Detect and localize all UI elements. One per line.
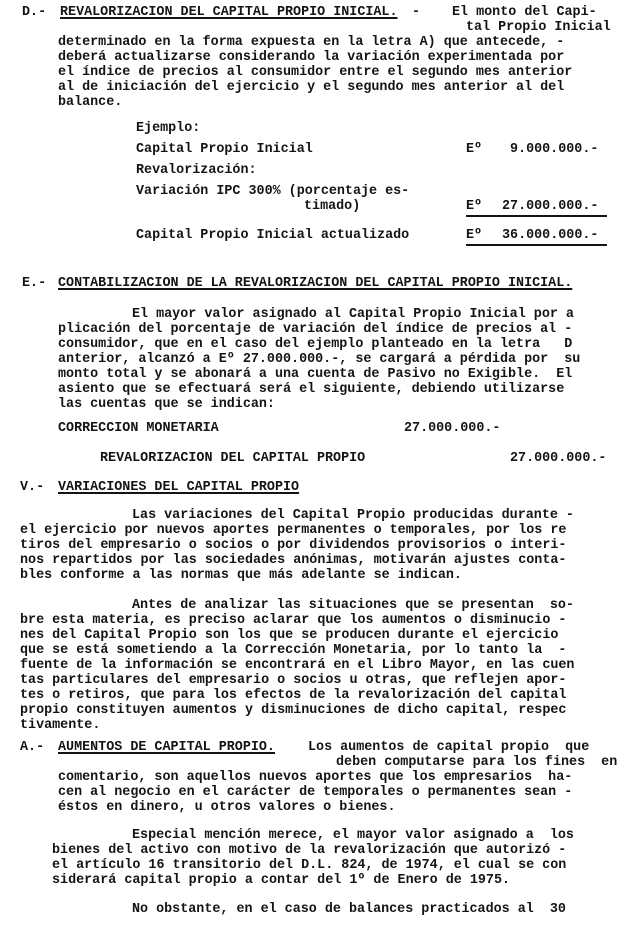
section-v-para1-line: Las variaciones del Capital Propio producidas durante - <box>132 508 574 523</box>
section-d-line: deberá actualizarse considerando la variación experimentada por <box>58 50 565 65</box>
entry-debit-account: CORRECCION MONETARIA <box>58 421 219 436</box>
section-v-para2-line: nes del Capital Propio son los que se producen durante el ejercicio <box>20 628 559 643</box>
example-row-label: Capital Propio Inicial actualizado <box>136 228 410 243</box>
section-a-heading: AUMENTOS DE CAPITAL PROPIO. <box>58 740 275 755</box>
section-e-line: consumidor, que en el caso del ejemplo planteado en la letra D <box>58 337 573 352</box>
entry-debit-amount: 27.000.000.- <box>404 421 501 436</box>
section-d-line: al de iniciación del ejercicio y el segundo mes anterior al del <box>58 80 565 95</box>
section-e-heading: CONTABILIZACION DE LA REVALORIZACION DEL CAPITAL PROPIO INICIAL. <box>58 276 573 291</box>
section-v-para1-line: el ejercicio por nuevos aportes permanentes o temporales, por los re <box>20 523 567 538</box>
example-row-currency: Eº <box>466 228 483 243</box>
example-row-label: Variación IPC 300% (porcentaje es- <box>136 184 410 199</box>
section-a-para2-line: siderará capital propio a contar del 1º de Enero de 1975. <box>52 873 511 888</box>
section-a-para2-line: bienes del activo con motivo de la revalorización que autorizó - <box>52 843 567 858</box>
example-row-currency: Eº <box>466 142 483 157</box>
section-d-line: El monto del Capi- <box>452 5 597 20</box>
section-e-line: monto total y se abonará a una cuenta de Pasivo no Exigible. El <box>58 367 573 382</box>
section-e-line: El mayor valor asignado al Capital Propio Inicial por a <box>132 307 574 322</box>
example-title: Ejemplo: <box>136 121 201 136</box>
section-a-para2-line: el artículo 16 transitorio del D.L. 824, de 1974, el cual se con <box>52 858 567 873</box>
section-v-para2-line: tivamente. <box>20 718 101 733</box>
section-v-para2-line: que se está sometiendo a la Corrección Monetaria, por lo tanto la - <box>20 643 567 658</box>
section-a-marker: A.- <box>20 740 45 755</box>
section-e-line: las cuentas que se indican: <box>58 397 275 412</box>
example-row-label: Capital Propio Inicial <box>136 142 313 157</box>
section-d-heading: REVALORIZACION DEL CAPITAL PROPIO INICIAL. <box>60 5 398 20</box>
section-d-marker: D.- <box>22 5 47 20</box>
section-e-marker: E.- <box>22 276 47 291</box>
entry-credit-account: REVALORIZACION DEL CAPITAL PROPIO <box>100 451 366 466</box>
section-v-para1-line: bles conforme a las normas que más adelante se indican. <box>20 568 462 583</box>
section-a-para3: No obstante, en el caso de balances practicados al 30 <box>132 902 566 917</box>
example-row-amount: 36.000.000.- <box>502 228 599 243</box>
entry-credit-amount: 27.000.000.- <box>510 451 607 466</box>
section-d-heading-tail: - <box>412 5 421 20</box>
section-v-para2-line: tes o retiros, que para los efectos de la revalorización del capital <box>20 688 567 703</box>
section-v-para2-line: bre esta materia, es preciso aclarar que los aumentos o disminucio - <box>20 613 567 628</box>
section-e-line: anterior, alcanzó a Eº 27.000.000.-, se cargará a pérdida por su <box>58 352 581 367</box>
section-a-line: cen al negocio en el carácter de temporales o permanentes sean - <box>58 785 573 800</box>
section-a-line: éstos en dinero, u otros valores o bienes. <box>58 800 396 815</box>
section-a-line: Los aumentos de capital propio que <box>308 740 590 755</box>
section-v-marker: V.- <box>20 480 45 495</box>
section-v-para2-line: propio constituyen aumentos y disminuciones de dicho capital, respec <box>20 703 567 718</box>
total-rule <box>466 244 607 246</box>
section-v-para1-line: tiros del empresario o socios o por dividendos provisorios o interi- <box>20 538 567 553</box>
section-d-line: el índice de precios al consumidor entre el segundo mes anterior <box>58 65 573 80</box>
section-d-line: tal Propio Inicial <box>466 20 611 35</box>
section-d-line: balance. <box>58 95 123 110</box>
section-v-para2-line: tas particulares del empresario o socios u otras, que reflejen apor- <box>20 673 567 688</box>
section-a-para2-line: Especial mención merece, el mayor valor asignado a los <box>132 828 574 843</box>
example-row-label: Revalorización: <box>136 163 257 178</box>
section-e-line: plicación del porcentaje de variación del índice de precios al - <box>58 322 573 337</box>
section-v-para2-line: fuente de la información se encontrará en el Libro Mayor, en las cuen <box>20 658 575 673</box>
section-e-line: asiento que se efectuará será el siguiente, debiendo utilizarse <box>58 382 565 397</box>
section-v-heading: VARIACIONES DEL CAPITAL PROPIO <box>58 480 300 495</box>
subtotal-rule <box>466 215 607 217</box>
example-row-amount: 9.000.000.- <box>510 142 599 157</box>
section-d-line: determinado en la forma expuesta en la letra A) que antecede, - <box>58 35 565 50</box>
example-row-currency: Eº <box>466 199 483 214</box>
example-row-amount: 27.000.000.- <box>502 199 599 214</box>
section-v-para1-line: nos repartidos por las sociedades anónimas, motivarán ajustes conta- <box>20 553 567 568</box>
section-a-line: deben computarse para los fines en <box>336 755 618 770</box>
section-a-line: comentario, son aquellos nuevos aportes que los empresarios ha- <box>58 770 573 785</box>
example-row-label-cont: timado) <box>304 199 361 214</box>
section-v-para2-line: Antes de analizar las situaciones que se presentan so- <box>132 598 574 613</box>
